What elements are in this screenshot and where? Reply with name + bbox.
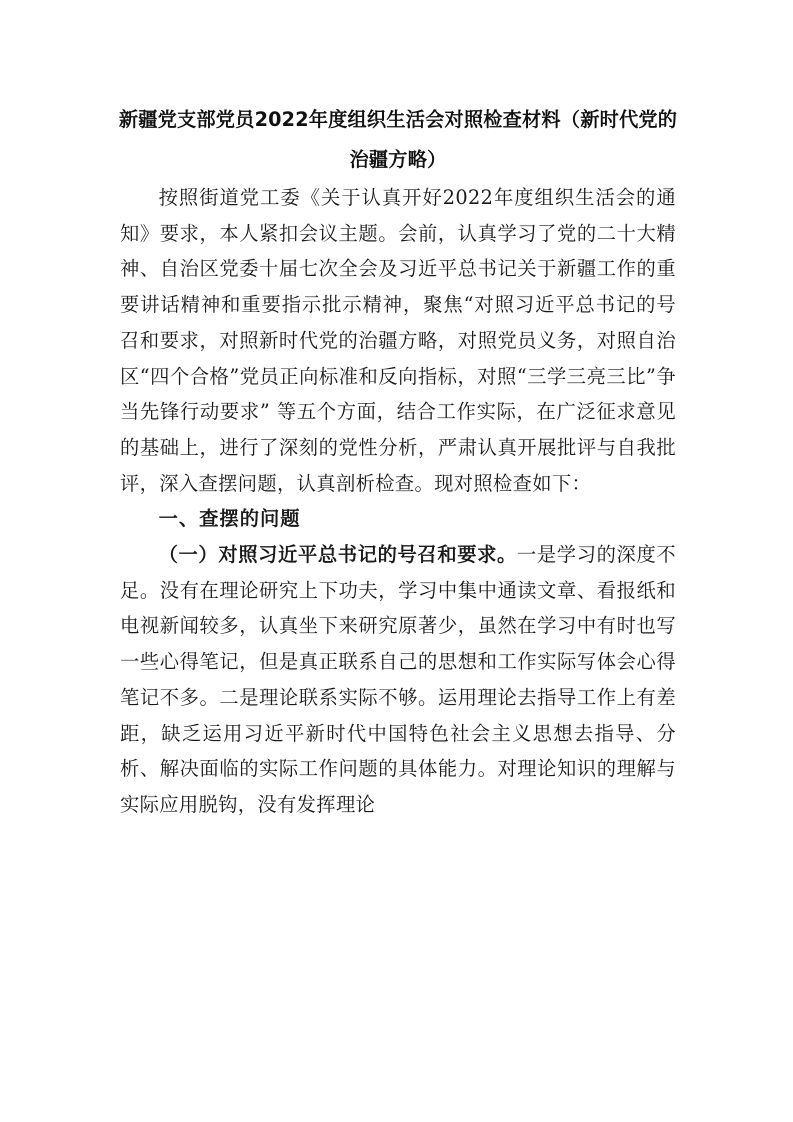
document-title: 新疆党支部党员2022年度组织生活会对照检查材料（新时代党的治疆方略）: [118, 108, 678, 171]
section-heading: 一、查摆的问题: [158, 507, 301, 531]
subsection-paragraph: [120, 537, 676, 823]
subsection-lead: （一）对照习近平总书记的号召和要求。: [158, 543, 517, 567]
subsection-text: 一是学习的深度不足。没有在理论研究上下功夫，学习中集中通读文章、看报纸和电视新闻较多，认真坐下来研究原著少，虽然在学习中有时也写一些心得笔记，但是真正联系自己的思想和工作实际写体会心得笔记不多。二是理论联系实际不够。运用理论去指导工作上有差距，缺乏运用习近平新时代中国特色社会主义思想去指导、分析、解决面临的实际工作问题的具体能力。对理论知识的理解与实际应用脱钩，没有发挥理论: [120, 543, 676, 816]
intro-paragraph: 按照街道党工委《关于认真开好2022年度组织生活会的通知》要求，本人紧扣会议主题。会前，认真学习了党的二十大精神、自治区党委十届七次全会及习近平总书记关于新疆工作的重要讲话精神和重要指示批示精神，聚焦“对照习近平总书记的号召和要求，对照新时代党的治疆方略，对照党员义务，对照自治区“四个合格”党员正向标准和反向指标，对照“三学三亮三比”争当先锋行动要求” 等五个方面，结合工作实际，在广泛征求意见的基础上，进行了深刻的党性分析，严肃认真开展批评与自我批评，深入查摆问题，认真剖析检查。现对照检查如下：: [120, 186, 676, 495]
document-body: [120, 180, 676, 823]
